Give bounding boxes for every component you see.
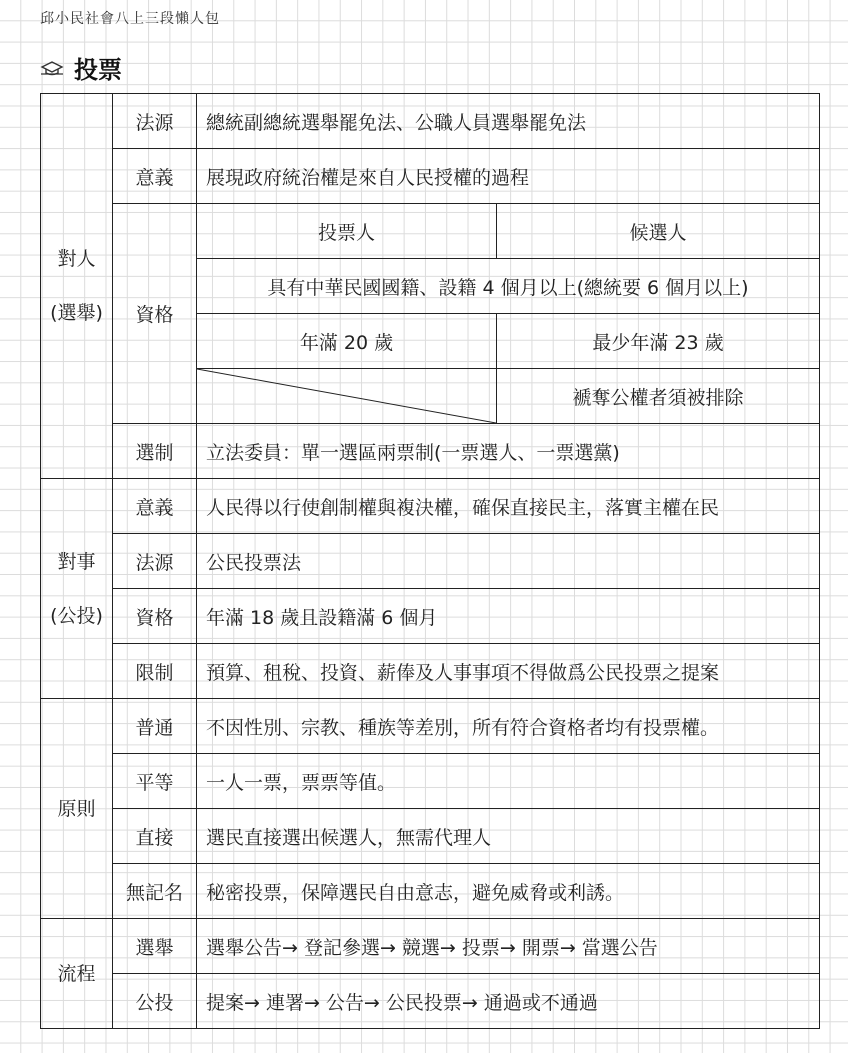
diagonal-empty-cell — [197, 369, 497, 424]
row-label: 普通 — [113, 699, 197, 754]
table-row — [41, 424, 820, 479]
group-label: 流程 — [57, 962, 96, 985]
row-value: 公民投票法 — [197, 534, 820, 589]
row-label: 意義 — [113, 479, 197, 534]
table-row — [41, 94, 820, 149]
group-sublabel: (選舉) — [50, 302, 103, 324]
cell-candidate-extra: 褫奪公權者須被排除 — [497, 369, 820, 424]
table-row — [41, 974, 820, 1029]
row-label: 平等 — [113, 754, 197, 809]
page-header: 邱小民社會八上三段懶人包 — [40, 11, 220, 27]
row-label: 法源 — [113, 94, 197, 149]
group-cell-principle — [41, 699, 113, 919]
row-value: 提案→ 連署→ 公告→ 公民投票→ 通過或不通過 — [197, 974, 820, 1029]
row-value: 秘密投票，保障選民自由意志，避免威脅或利誘。 — [197, 864, 820, 919]
row-value: 一人一票，票票等值。 — [197, 754, 820, 809]
row-label: 公投 — [113, 974, 197, 1029]
row-value: 具有中華民國國籍、設籍 4 個月以上(總統要 6 個月以上) — [197, 259, 820, 314]
row-label: 資格 — [113, 204, 197, 424]
table-row — [41, 479, 820, 534]
voting-summary-table — [40, 93, 820, 1029]
row-value: 不因性別、宗教、種族等差別，所有符合資格者均有投票權。 — [197, 699, 820, 754]
page-title: 投票 — [74, 56, 122, 84]
cell-candidate-age: 最少年滿 23 歲 — [497, 314, 820, 369]
group-cell-matter — [41, 479, 113, 699]
table-row — [41, 864, 820, 919]
row-value: 選民直接選出候選人，無需代理人 — [197, 809, 820, 864]
table-row — [41, 589, 820, 644]
row-label: 法源 — [113, 534, 197, 589]
row-label: 無記名 — [113, 864, 197, 919]
row-value: 展現政府統治權是來自人民授權的過程 — [197, 149, 820, 204]
table-row — [41, 809, 820, 864]
row-value: 立法委員：單一選區兩票制(一票選人、一票選黨) — [197, 424, 820, 479]
table-row — [41, 644, 820, 699]
table-row — [41, 919, 820, 974]
row-label: 資格 — [113, 589, 197, 644]
group-label: 原則 — [57, 797, 96, 820]
row-value: 預算、租稅、投資、薪俸及人事事項不得做爲公民投票之提案 — [197, 644, 820, 699]
group-label: 對人 — [57, 248, 96, 270]
row-label: 直接 — [113, 809, 197, 864]
group-sublabel: (公投) — [50, 604, 103, 627]
column-head-candidate: 候選人 — [497, 204, 820, 259]
table-row — [41, 149, 820, 204]
column-head-voter: 投票人 — [197, 204, 497, 259]
group-cell-person — [41, 94, 113, 479]
graduation-cap-icon — [40, 59, 64, 77]
group-cell-process — [41, 919, 113, 1029]
row-label: 意義 — [113, 149, 197, 204]
table-row — [41, 754, 820, 809]
group-label: 對事 — [57, 550, 96, 573]
row-label: 選制 — [113, 424, 197, 479]
row-value: 人民得以行使創制權與複決權，確保直接民主，落實主權在民 — [197, 479, 820, 534]
row-label: 選舉 — [113, 919, 197, 974]
table-row — [41, 534, 820, 589]
table-row — [41, 204, 820, 259]
row-value: 總統副總統選舉罷免法、公職人員選舉罷免法 — [197, 94, 820, 149]
cell-voter-age: 年滿 20 歲 — [197, 314, 497, 369]
section-title — [40, 50, 122, 85]
row-value: 選舉公告→ 登記參選→ 競選→ 投票→ 開票→ 當選公告 — [197, 919, 820, 974]
row-label: 限制 — [113, 644, 197, 699]
row-value: 年滿 18 歲且設籍滿 6 個月 — [197, 589, 820, 644]
table-row — [41, 699, 820, 754]
